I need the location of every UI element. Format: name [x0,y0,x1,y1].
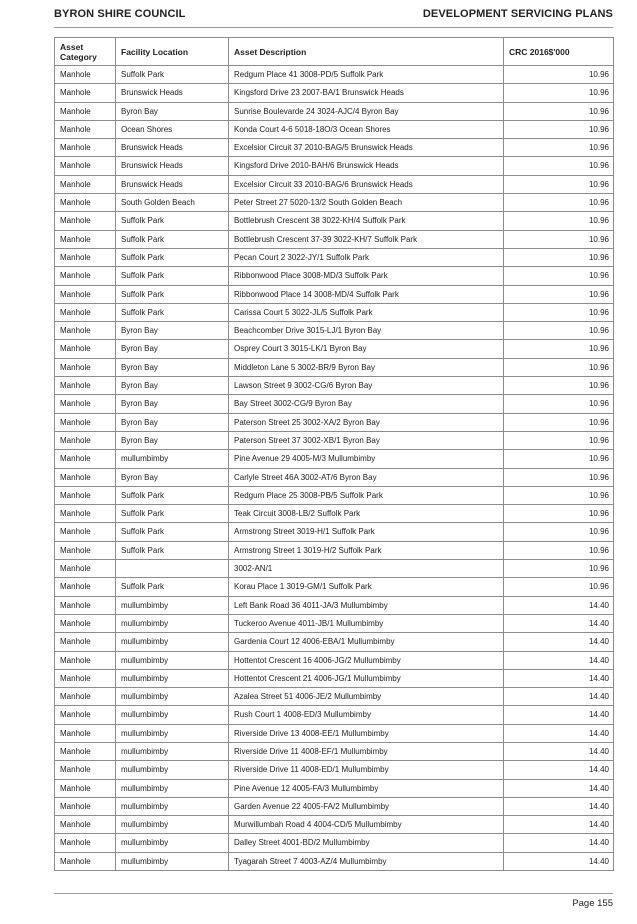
cell-asset-category: Manhole [55,322,116,340]
cell-facility-location: Suffolk Park [116,285,229,303]
table-row [55,377,614,395]
cell-facility-location: mullumbimby [116,633,229,651]
table-row [55,194,614,212]
cell-facility-location: Byron Bay [116,322,229,340]
table-row [55,706,614,724]
cell-asset-description: Gardenia Court 12 4006-EBA/1 Mullumbimby [229,633,504,651]
cell-crc: 14.40 [504,761,614,779]
cell-crc: 10.96 [504,248,614,266]
cell-asset-category: Manhole [55,688,116,706]
cell-asset-description: Kingsford Drive 2010-BAH/6 Brunswick Heads [229,157,504,175]
cell-asset-description: Pecan Court 2 3022-JY/1 Suffolk Park [229,248,504,266]
cell-crc: 10.96 [504,541,614,559]
cell-asset-description: Pine Avenue 29 4005-M/3 Mullumbimby [229,450,504,468]
cell-asset-category: Manhole [55,468,116,486]
cell-asset-category: Manhole [55,761,116,779]
table-row [55,84,614,102]
cell-asset-category: Manhole [55,139,116,157]
cell-facility-location: Brunswick Heads [116,139,229,157]
cell-facility-location: Byron Bay [116,468,229,486]
cell-crc: 14.40 [504,706,614,724]
column-header-asset-category-line1: Asset [60,41,84,52]
table-row [55,596,614,614]
table-row [55,340,614,358]
table-row [55,852,614,870]
cell-asset-category: Manhole [55,614,116,632]
cell-facility-location: Byron Bay [116,377,229,395]
cell-facility-location: Brunswick Heads [116,175,229,193]
cell-facility-location: mullumbimby [116,596,229,614]
cell-facility-location: Suffolk Park [116,486,229,504]
cell-facility-location: Byron Bay [116,413,229,431]
cell-asset-category: Manhole [55,194,116,212]
column-header-asset-category-line2: Category [60,51,97,62]
cell-crc: 10.96 [504,84,614,102]
cell-facility-location: Suffolk Park [116,578,229,596]
cell-crc: 14.40 [504,816,614,834]
cell-asset-category: Manhole [55,340,116,358]
cell-crc: 10.96 [504,486,614,504]
cell-facility-location: mullumbimby [116,450,229,468]
cell-asset-description: Bottlebrush Crescent 37-39 3022-KH/7 Suffolk Park [229,230,504,248]
table-row [55,230,614,248]
cell-facility-location: mullumbimby [116,724,229,742]
column-header-facility-location: Facility Location [116,38,229,66]
table-row [55,761,614,779]
cell-asset-category: Manhole [55,816,116,834]
cell-asset-category: Manhole [55,797,116,815]
cell-crc: 10.96 [504,212,614,230]
table-row [55,742,614,760]
cell-crc: 10.96 [504,395,614,413]
cell-crc: 14.40 [504,724,614,742]
cell-asset-description: Rush Court 1 4008-ED/3 Mullumbimby [229,706,504,724]
document-title: DEVELOPMENT SERVICING PLANS [422,8,613,20]
cell-asset-description: Korau Place 1 3019-GM/1 Suffolk Park [229,578,504,596]
cell-asset-category: Manhole [55,450,116,468]
table-row [55,450,614,468]
cell-facility-location: Suffolk Park [116,541,229,559]
cell-crc: 10.96 [504,157,614,175]
table-row [55,779,614,797]
cell-asset-description: Ribbonwood Place 3008-MD/3 Suffolk Park [229,267,504,285]
cell-asset-description: Redgum Place 41 3008-PD/5 Suffolk Park [229,66,504,84]
cell-asset-category: Manhole [55,212,116,230]
cell-crc: 10.96 [504,285,614,303]
table-row [55,541,614,559]
cell-asset-description: Armstrong Street 1 3019-H/2 Suffolk Park [229,541,504,559]
cell-crc: 10.96 [504,377,614,395]
table-row [55,395,614,413]
cell-asset-category: Manhole [55,413,116,431]
cell-facility-location: mullumbimby [116,816,229,834]
cell-asset-description: Murwillumbah Road 4 4004-CD/5 Mullumbimby [229,816,504,834]
table-row [55,523,614,541]
cell-crc: 10.96 [504,303,614,321]
column-header-asset-category [55,38,116,66]
table-row [55,120,614,138]
cell-crc: 10.96 [504,450,614,468]
cell-asset-description: Riverside Drive 11 4008-EF/1 Mullumbimby [229,742,504,760]
cell-asset-category: Manhole [55,267,116,285]
cell-asset-category: Manhole [55,120,116,138]
cell-crc: 10.96 [504,120,614,138]
cell-facility-location: Suffolk Park [116,505,229,523]
table-row [55,614,614,632]
cell-facility-location: mullumbimby [116,834,229,852]
table-row [55,834,614,852]
cell-crc: 10.96 [504,102,614,120]
cell-facility-location: Brunswick Heads [116,157,229,175]
cell-asset-category: Manhole [55,285,116,303]
cell-asset-category: Manhole [55,358,116,376]
cell-crc: 10.96 [504,560,614,578]
cell-asset-category: Manhole [55,541,116,559]
cell-asset-description: Riverside Drive 13 4008-EE/1 Mullumbimby [229,724,504,742]
table-row [55,486,614,504]
cell-asset-description: Paterson Street 25 3002-XA/2 Byron Bay [229,413,504,431]
cell-asset-category: Manhole [55,84,116,102]
cell-asset-category: Manhole [55,102,116,120]
cell-facility-location: Suffolk Park [116,267,229,285]
table-row [55,66,614,84]
cell-asset-category: Manhole [55,486,116,504]
cell-asset-description: Hottentot Crescent 21 4006-JG/1 Mullumbimby [229,669,504,687]
cell-asset-description: Paterson Street 37 3002-XB/1 Byron Bay [229,431,504,449]
table-row [55,724,614,742]
cell-facility-location: mullumbimby [116,688,229,706]
cell-crc: 14.40 [504,651,614,669]
table-row [55,157,614,175]
cell-facility-location: Byron Bay [116,358,229,376]
cell-asset-description: Dalley Street 4001-BD/2 Mullumbimby [229,834,504,852]
cell-asset-description: Sunrise Boulevarde 24 3024-AJC/4 Byron Bay [229,102,504,120]
cell-asset-category: Manhole [55,157,116,175]
cell-facility-location: mullumbimby [116,651,229,669]
cell-facility-location: Suffolk Park [116,523,229,541]
cell-asset-description: Left Bank Road 36 4011-JA/3 Mullumbimby [229,596,504,614]
cell-asset-description: Lawson Street 9 3002-CG/6 Byron Bay [229,377,504,395]
cell-crc: 10.96 [504,139,614,157]
cell-asset-category: Manhole [55,669,116,687]
cell-asset-description: Excelsior Circuit 37 2010-BAG/5 Brunswick Heads [229,139,504,157]
cell-crc: 10.96 [504,523,614,541]
cell-asset-category: Manhole [55,523,116,541]
cell-facility-location: Suffolk Park [116,230,229,248]
cell-crc: 14.40 [504,596,614,614]
cell-asset-description: Bay Street 3002-CG/9 Byron Bay [229,395,504,413]
table-row [55,139,614,157]
cell-asset-description: Carlyle Street 46A 3002-AT/6 Byron Bay [229,468,504,486]
cell-crc: 14.40 [504,633,614,651]
cell-facility-location [116,560,229,578]
cell-asset-category: Manhole [55,706,116,724]
cell-asset-category: Manhole [55,578,116,596]
cell-facility-location: Ocean Shores [116,120,229,138]
cell-crc: 10.96 [504,66,614,84]
cell-asset-description: Tyagarah Street 7 4003-AZ/4 Mullumbimby [229,852,504,870]
cell-facility-location: Suffolk Park [116,303,229,321]
cell-asset-category: Manhole [55,633,116,651]
table-body [55,66,614,871]
table-row [55,468,614,486]
table-row [55,175,614,193]
table-row [55,560,614,578]
cell-facility-location: Brunswick Heads [116,84,229,102]
cell-asset-category: Manhole [55,560,116,578]
cell-facility-location: mullumbimby [116,761,229,779]
cell-crc: 10.96 [504,358,614,376]
cell-crc: 10.96 [504,322,614,340]
table-row [55,431,614,449]
cell-asset-category: Manhole [55,303,116,321]
table-row [55,212,614,230]
cell-asset-description: Riverside Drive 11 4008-ED/1 Mullumbimby [229,761,504,779]
table-row [55,633,614,651]
cell-asset-description: Azalea Street 51 4006-JE/2 Mullumbimby [229,688,504,706]
cell-facility-location: South Golden Beach [116,194,229,212]
column-header-asset-description: Asset Description [229,38,504,66]
cell-facility-location: Suffolk Park [116,212,229,230]
cell-crc: 10.96 [504,505,614,523]
table-row [55,322,614,340]
cell-facility-location: mullumbimby [116,669,229,687]
cell-asset-description: 3002-AN/1 [229,560,504,578]
table-row [55,303,614,321]
cell-asset-category: Manhole [55,779,116,797]
header-divider [54,27,613,28]
cell-asset-description: Tuckeroo Avenue 4011-JB/1 Mullumbimby [229,614,504,632]
cell-asset-description: Middleton Lane 5 3002-BR/9 Byron Bay [229,358,504,376]
cell-asset-description: Ribbonwood Place 14 3008-MD/4 Suffolk Park [229,285,504,303]
cell-asset-description: Redgum Place 25 3008-PB/5 Suffolk Park [229,486,504,504]
cell-facility-location: mullumbimby [116,852,229,870]
cell-crc: 10.96 [504,578,614,596]
column-header-crc: CRC 2016$'000 [504,38,614,66]
cell-facility-location: Suffolk Park [116,248,229,266]
cell-asset-description: Kingsford Drive 23 2007-BA/1 Brunswick Heads [229,84,504,102]
cell-asset-category: Manhole [55,66,116,84]
cell-crc: 14.40 [504,779,614,797]
cell-crc: 10.96 [504,413,614,431]
cell-crc: 10.96 [504,175,614,193]
cell-asset-category: Manhole [55,248,116,266]
table-row [55,413,614,431]
cell-asset-description: Carissa Court 5 3022-JL/5 Suffolk Park [229,303,504,321]
council-name: BYRON SHIRE COUNCIL [54,8,186,20]
cell-facility-location: Byron Bay [116,340,229,358]
cell-facility-location: mullumbimby [116,797,229,815]
cell-facility-location: mullumbimby [116,614,229,632]
cell-facility-location: Byron Bay [116,431,229,449]
cell-asset-description: Bottlebrush Crescent 38 3022-KH/4 Suffolk Park [229,212,504,230]
cell-crc: 14.40 [504,742,614,760]
cell-crc: 10.96 [504,468,614,486]
cell-asset-category: Manhole [55,596,116,614]
cell-crc: 14.40 [504,669,614,687]
cell-asset-description: Konda Court 4-6 5018-18O/3 Ocean Shores [229,120,504,138]
table-row [55,267,614,285]
cell-asset-description: Hottentot Crescent 16 4006-JG/2 Mullumbimby [229,651,504,669]
cell-crc: 14.40 [504,852,614,870]
cell-crc: 10.96 [504,431,614,449]
cell-asset-category: Manhole [55,175,116,193]
page-number: Page 155 [572,898,613,909]
table-header-row [55,38,614,66]
cell-facility-location: mullumbimby [116,742,229,760]
table-row [55,688,614,706]
table-row [55,358,614,376]
cell-crc: 10.96 [504,194,614,212]
cell-crc: 14.40 [504,834,614,852]
cell-asset-description: Garden Avenue 22 4005-FA/2 Mullumbimby [229,797,504,815]
cell-asset-description: Armstrong Street 3019-H/1 Suffolk Park [229,523,504,541]
cell-facility-location: Byron Bay [116,395,229,413]
cell-facility-location: Byron Bay [116,102,229,120]
cell-facility-location: mullumbimby [116,779,229,797]
cell-crc: 14.40 [504,614,614,632]
cell-asset-description: Pine Avenue 12 4005-FA/3 Mullumbimby [229,779,504,797]
cell-crc: 14.40 [504,797,614,815]
table-row [55,578,614,596]
cell-asset-description: Beachcomber Drive 3015-LJ/1 Byron Bay [229,322,504,340]
cell-asset-category: Manhole [55,834,116,852]
cell-asset-category: Manhole [55,651,116,669]
cell-facility-location: mullumbimby [116,706,229,724]
cell-asset-category: Manhole [55,505,116,523]
table-row [55,285,614,303]
cell-asset-description: Teak Circuit 3008-LB/2 Suffolk Park [229,505,504,523]
cell-crc: 14.40 [504,688,614,706]
table-row [55,669,614,687]
cell-facility-location: Suffolk Park [116,66,229,84]
cell-asset-category: Manhole [55,742,116,760]
cell-crc: 10.96 [504,340,614,358]
cell-asset-description: Peter Street 27 5020-13/2 South Golden Beach [229,194,504,212]
cell-asset-category: Manhole [55,230,116,248]
table-row [55,816,614,834]
cell-crc: 10.96 [504,267,614,285]
table-row [55,651,614,669]
table-row [55,505,614,523]
table-row [55,248,614,266]
table-row [55,102,614,120]
cell-asset-category: Manhole [55,431,116,449]
cell-asset-category: Manhole [55,724,116,742]
cell-asset-category: Manhole [55,395,116,413]
table-row [55,797,614,815]
cell-asset-description: Osprey Court 3 3015-LK/1 Byron Bay [229,340,504,358]
cell-crc: 10.96 [504,230,614,248]
cell-asset-description: Excelsior Circuit 33 2010-BAG/6 Brunswick Heads [229,175,504,193]
footer-divider [54,893,613,894]
cell-asset-category: Manhole [55,377,116,395]
asset-table [54,37,614,871]
cell-asset-category: Manhole [55,852,116,870]
